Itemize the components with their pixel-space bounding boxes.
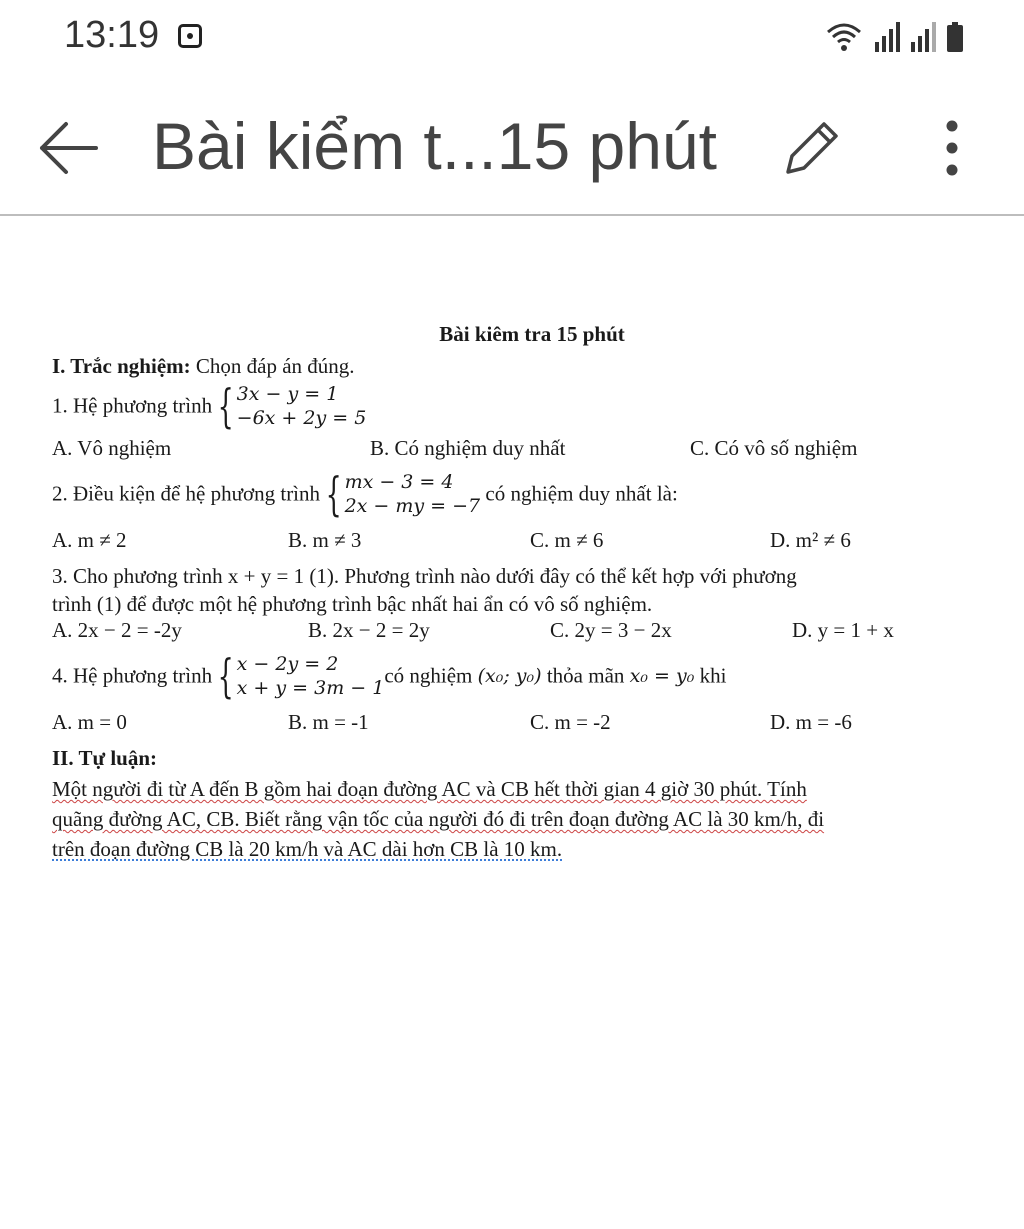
q4-mid: có nghiệm: [384, 663, 478, 688]
back-arrow-icon[interactable]: [36, 118, 100, 178]
q1-eq2: −6x + 2y = 5: [236, 407, 367, 429]
notification-icon: [178, 24, 202, 48]
brace-icon: {: [217, 649, 235, 703]
section2-label: II. Tự luận:: [52, 746, 158, 770]
section1-line: [52, 354, 1002, 382]
q2-option-c: C. m ≠ 6: [530, 528, 604, 552]
status-bar: [0, 0, 1024, 80]
q1-eq1: 3x − y = 1: [236, 383, 339, 405]
q4-cond2: x₀ = y₀: [629, 665, 695, 687]
q4-options: [52, 710, 1002, 738]
question-1: [52, 379, 1002, 436]
q4-eq2: x + y = 3m − 1: [236, 677, 385, 699]
brace-icon: {: [217, 379, 235, 433]
q4-cond: (x₀; y₀): [477, 665, 542, 687]
system-icons: [824, 16, 964, 52]
q4-option-d: D. m = -6: [770, 710, 852, 734]
app-bar: [0, 80, 1024, 214]
more-vertical-icon[interactable]: [930, 116, 974, 180]
q2-option-a: A. m ≠ 2: [52, 528, 127, 552]
q1-option-b: B. Có nghiệm duy nhất: [370, 436, 566, 460]
section1-instruction: Chọn đáp án đúng.: [190, 354, 355, 378]
q2-prefix: 2. Điều kiện để hệ phương trình: [52, 481, 326, 506]
essay-text: [52, 774, 1002, 864]
essay-line-1: Một người đi từ A đến B gồm hai đoạn đường AC và CB hết thời gian 4 giờ 30 phút. Tính: [52, 777, 807, 801]
q4-option-b: B. m = -1: [288, 710, 369, 734]
q2-option-b: B. m ≠ 3: [288, 528, 362, 552]
document-page: [52, 322, 1002, 864]
q3-option-d: D. y = 1 + x: [792, 618, 894, 642]
wifi-icon: [824, 20, 864, 52]
q4-prefix: 4. Hệ phương trình: [52, 663, 218, 688]
q3-option-a: A. 2x − 2 = -2y: [52, 618, 182, 642]
q1-option-c: C. Có vô số nghiệm: [690, 436, 858, 460]
q2-eq2: 2x − my = −7: [344, 495, 481, 517]
q4-mid2: thỏa mãn: [541, 663, 630, 688]
q3-options: [52, 618, 1002, 646]
q1-options: [52, 436, 1002, 464]
brace-icon: {: [325, 467, 342, 521]
q2-eq1: mx − 3 = 4: [344, 471, 454, 493]
essay-line-3: trên đoạn đường CB là 20 km/h và AC dài hơn CB là 10 km.: [52, 837, 563, 861]
signal-icon: [910, 22, 936, 52]
pencil-icon[interactable]: [780, 116, 844, 180]
q3-line1: 3. Cho phương trình x + y = 1 (1). Phương trình nào dưới đây có thể kết hợp với phương: [52, 564, 797, 588]
q2-option-d: D. m² ≠ 6: [770, 528, 851, 552]
status-time: 13:19: [64, 14, 160, 56]
section1-label: I. Trắc nghiệm:: [52, 354, 191, 378]
q3-option-b: B. 2x − 2 = 2y: [308, 618, 430, 642]
q2-options: [52, 528, 1002, 556]
app-bar-divider: [0, 214, 1024, 216]
q1-prefix: 1. Hệ phương trình: [52, 393, 218, 418]
q3-line2: trình (1) để được một hệ phương trình bậc nhất hai ẩn có vô số nghiệm.: [52, 592, 653, 616]
q1-option-a: A. Vô nghiệm: [52, 436, 172, 460]
signal-icon: [874, 22, 900, 52]
q1-system: [217, 379, 367, 433]
q4-option-a: A. m = 0: [52, 710, 127, 734]
q4-option-c: C. m = -2: [530, 710, 611, 734]
document-title: Bài kiểm t...15 phút: [152, 109, 717, 183]
question-4: [52, 649, 1002, 710]
battery-icon: [946, 22, 964, 52]
q4-system: [217, 649, 385, 703]
q2-suffix: có nghiệm duy nhất là:: [480, 481, 678, 506]
question-2: [52, 467, 1002, 528]
essay-line-2: quãng đường AC, CB. Biết rằng vận tốc của người đó đi trên đoạn đường AC là 30 km/h, đi: [52, 807, 825, 831]
q4-suffix: khi: [694, 663, 727, 688]
doc-heading: Bài kiêm tra 15 phút: [439, 322, 625, 346]
q2-system: [325, 467, 481, 521]
q3-option-c: C. 2y = 3 − 2x: [550, 618, 672, 642]
q4-eq1: x − 2y = 2: [236, 653, 339, 675]
